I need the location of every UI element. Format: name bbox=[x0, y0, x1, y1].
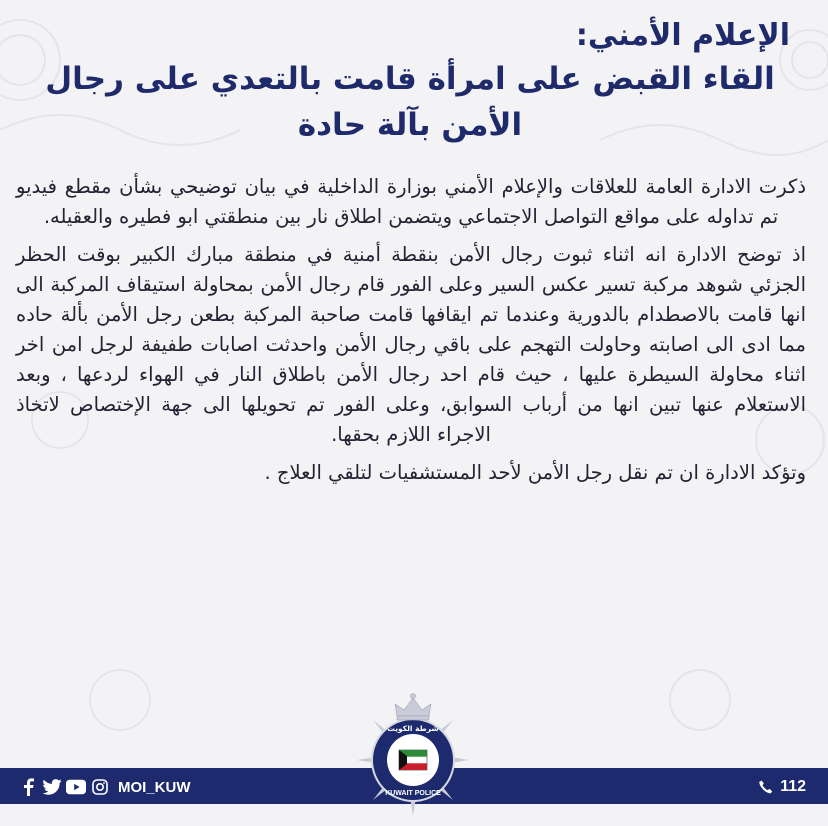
headline bbox=[30, 16, 790, 148]
twitter-icon[interactable] bbox=[42, 777, 62, 797]
title-line-1: القاء القبض على امرأة قامت بالتعدي على رجال bbox=[45, 61, 775, 97]
instagram-icon[interactable] bbox=[90, 777, 110, 797]
hotline bbox=[756, 776, 806, 798]
phone-icon bbox=[756, 777, 776, 797]
paragraph-1: ذكرت الادارة العامة للعلاقات والإعلام الأمني بوزارة الداخلية في بيان توضيحي بشأن مقطع فيديو تم تداوله على مواقع التواصل الاجتماعي ويتضمن اطلاق نار بين منطقتي ابو فطيره والعقيله. bbox=[16, 175, 806, 228]
kuwait-police-logo-icon bbox=[355, 688, 471, 816]
kicker-label: الإعلام الأمني: bbox=[575, 18, 790, 53]
hotline-number[interactable]: 112 bbox=[780, 778, 806, 795]
account-handle[interactable]: MOI_KUW bbox=[118, 778, 191, 796]
paragraph-3: وتؤكد الادارة ان تم نقل رجل الأمن لأحد المستشفيات لتلقي العلاج . bbox=[264, 461, 806, 484]
title-line-2: الأمن بآلة حادة bbox=[297, 107, 523, 143]
paragraph-2: اذ توضح الادارة انه اثناء ثبوت رجال الأمن بنقطة أمنية في منطقة مبارك الكبير بوقت الحظر الجزئي شوهد مركبة تسير عكس السير وعلى الفور قام رجال الأمن بمحاولة استيقاف المركبة الى انها قامت بالاصطدام بالدورية وعندما تم ايقافها قامت صاحبة المركبة بطعن رجل الأمن بألة حاده مما ادى الى اصابته وحاولت التهجم على باقي رجال الأمن واحدثت اصابات طفيفة لرجل امن اخر اثناء محاولة السيطرة عليها ، حيث قام احد رجال الأمن باطلاق النار في الهواء لردعها ، وبعد الاستعلام عنها تبين انها من أرباب السوابق، وعلى الفور تم تحويلها الى جهة الإختصاص لاتخاذ الاجراء اللازم بحقها. bbox=[16, 243, 806, 446]
logo-english-text: KUWAIT POLICE bbox=[385, 790, 441, 797]
social-links bbox=[18, 776, 191, 798]
youtube-icon[interactable] bbox=[66, 777, 86, 797]
facebook-icon[interactable] bbox=[18, 777, 38, 797]
article-body bbox=[16, 172, 806, 496]
logo-arabic-text: شرطة الكويت bbox=[387, 724, 439, 733]
